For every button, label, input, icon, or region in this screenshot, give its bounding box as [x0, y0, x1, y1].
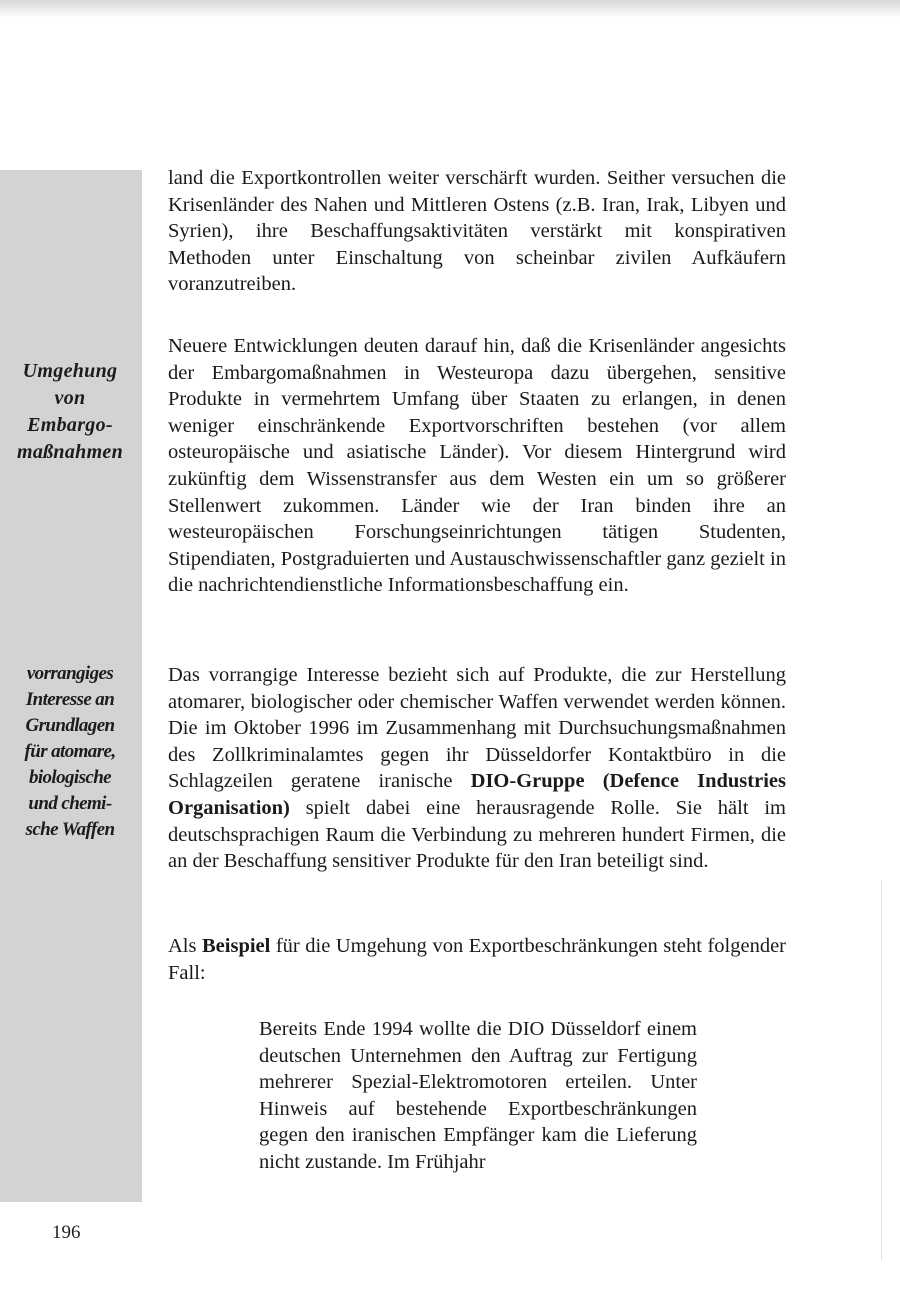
paragraph-example-intro	[168, 933, 786, 986]
scan-edge-line	[881, 880, 882, 1260]
page-number: 196	[52, 1222, 81, 1243]
paragraph-text: Als	[168, 935, 202, 957]
margin-note-weapons-interest: vorrangiges Interesse an Grundlagen für atomare, biologische und chemi- sche Waffen	[24, 663, 116, 840]
dio-group-emphasis: DIO-Gruppe (Defence Industries Organisation)	[168, 770, 786, 819]
paragraph-text: für die Umgehung von Exportbeschränkungen steht folgender Fall:	[168, 935, 786, 984]
example-case-quote: Bereits Ende 1994 wollte die DIO Düsseldorf einem deutschen Unternehmen den Auftrag zur Fertigung mehrerer Spezial-Elektromotoren erteilen. Unter Hinweis auf bestehende Exportbeschränkungen gegen den iranischen Empfänger kam die Lieferung nicht zustande. Im Frühjahr	[259, 1018, 697, 1173]
paragraph-text: Das vorrangige Interesse bezieht sich auf Produkte, die zur Herstellung atomarer, biologischer oder chemischer Waffen verwendet werden können. Die im Oktober 1996 im Zusammenhang mit Durchsuchungsmaßnahmen des Zollkriminalamtes gegen ihr Düsseldorfer Kontaktbüro in die Schlagzeilen geratene iranische	[168, 664, 786, 793]
margin-note-embargo: Umgehung von Embargo- maßnahmen	[16, 360, 124, 463]
scan-top-shadow	[0, 0, 900, 18]
paragraph-new-developments: Neuere Entwicklungen deuten darauf hin, daß die Krisenländer angesichts der Embargomaßnahmen in Westeuropa dazu übergehen, sensitive Produkte in vermehrtem Umfang über Staaten zu erlangen, in denen weniger einschränkende Exportvorschriften bestehen (vor allem osteuropäische und asiatische Länder). Vor diesem Hintergrund wird zukünftig dem Wissenstransfer aus dem Westen ein um so größerer Stellenwert zukommen. Länder wie der Iran binden ihre an westeuropäischen Forschungseinrichtungen tätigen Studenten, Stipendiaten, Postgraduierten und Austauschwissenschaftler ganz gezielt in die nachrichtendienstliche Informationsbeschaffung ein.	[168, 335, 786, 597]
paragraph-text: spielt dabei eine herausragende Rolle. Sie hält im deutschsprachigen Raum die Verbindung zu mehreren hundert Firmen, die an der Beschaffung sensitiver Produkte für den Iran beteiligt sind.	[168, 796, 786, 873]
paragraph-export-controls: land die Exportkontrollen weiter verschärft wurden. Seither versuchen die Krisenländer des Nahen und Mittleren Ostens (z.B. Iran, Irak, Libyen und Syrien), ihre Beschaffungsaktivitäten verstärkt mit konspirativen Methoden unter Einschaltung von scheinbar zivilen Aufkäufern voranzutreiben.	[168, 167, 786, 296]
example-emphasis: Beispiel	[202, 935, 271, 957]
paragraph-priority-interest	[168, 662, 786, 875]
